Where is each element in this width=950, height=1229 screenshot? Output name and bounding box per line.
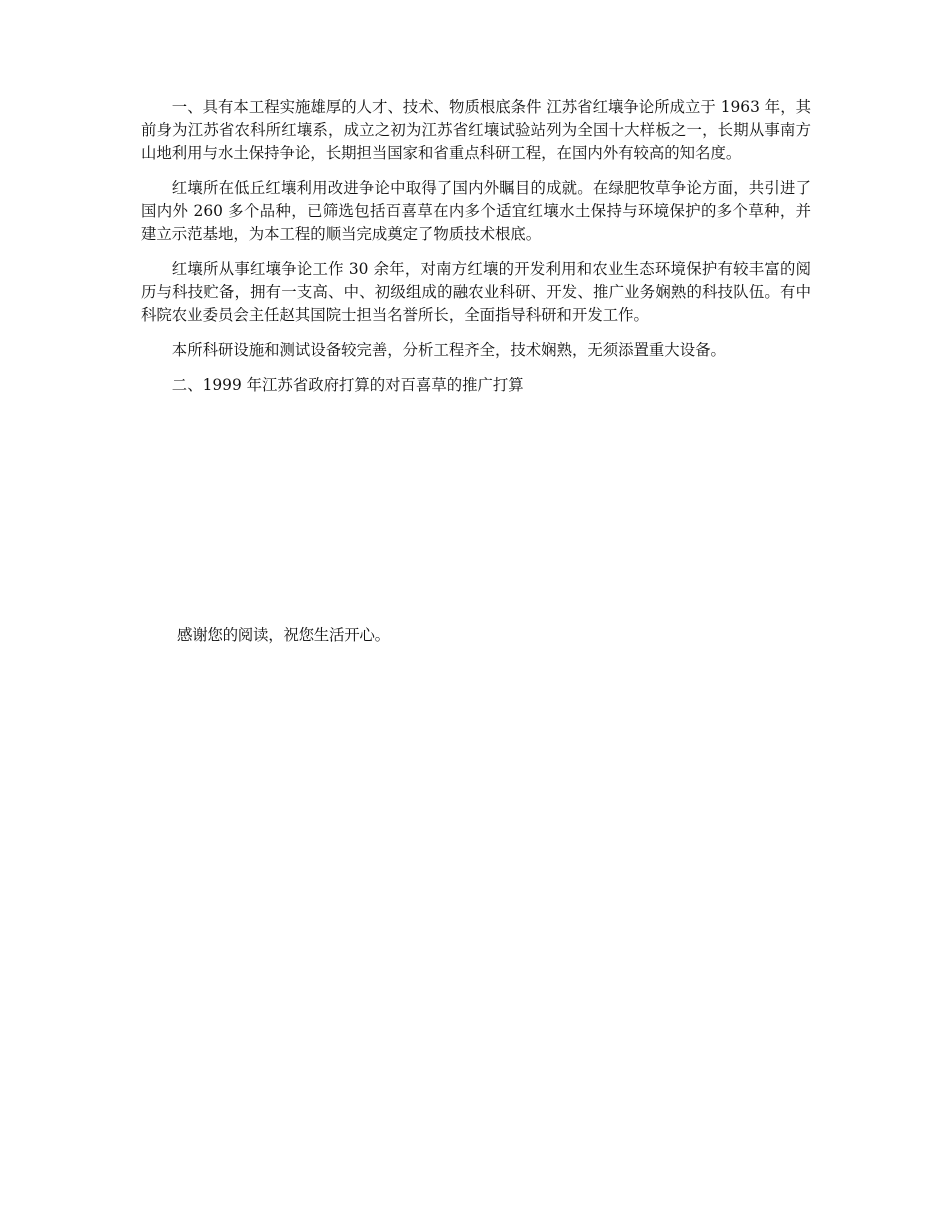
paragraph-achievements: 红壤所在低丘红壤利用改进争论中取得了国内外瞩目的成就。在绿肥牧草争论方面，共引进了国内外 260 多个品种，已筛选包括百喜草在内多个适宜红壤水土保持与环境保护的多个草种，并建立示范基地，为本工程的顺当完成奠定了物质技术根底。	[141, 179, 811, 243]
closing-message: 感谢您的阅读，祝您生活开心。	[177, 626, 390, 644]
paragraph-team: 红壤所从事红壤争论工作 30 余年，对南方红壤的开发利用和农业生态环境保护有较丰富的阅历与科技贮备，拥有一支高、中、初级组成的融农业科研、开发、推广业务娴熟的科技队伍。有中科院农业委员会主任赵其国院士担当名誉所长，全面指导科研和开发工作。	[141, 260, 811, 324]
paragraph-equipment: 本所科研设施和测试设备较完善，分析工程齐全，技术娴熟，无须添置重大设备。	[171, 341, 726, 359]
paragraph-section-two-heading: 二、1999 年江苏省政府打算的对百喜草的推广打算	[171, 376, 524, 394]
document-body	[141, 96, 811, 397]
paragraph-conditions: 一、具有本工程实施雄厚的人才、技术、物质根底条件 江苏省红壤争论所成立于 1963 年，其前身为江苏省农科所红壤系，成立之初为江苏省红壤试验站列为全国十大样板之一，长期从事南方山地利用与水土保持争论，长期担当国家和省重点科研工程，在国内外有较高的知名度。	[141, 98, 811, 162]
